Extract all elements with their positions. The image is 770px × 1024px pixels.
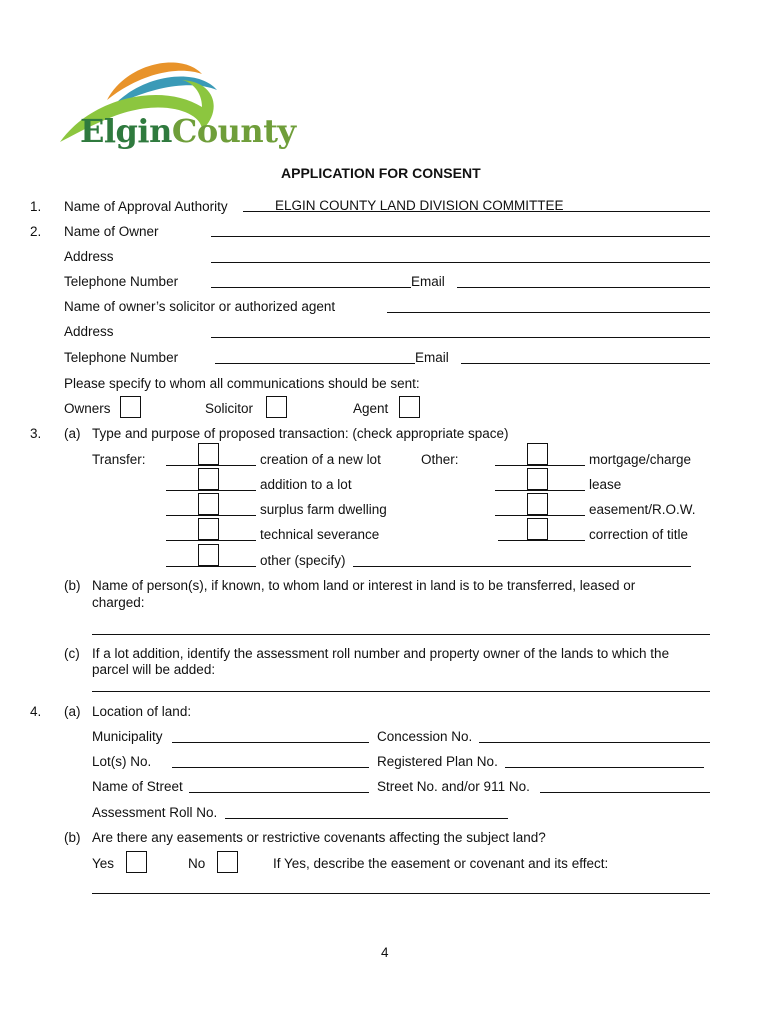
owner-address-field[interactable] — [211, 262, 710, 263]
easement-describe-label: If Yes, describe the easement or covenant and its effect: — [273, 856, 609, 871]
lot-addition-question-line2: parcel will be added: — [92, 662, 216, 677]
solicitor-label: Solicitor — [205, 401, 254, 416]
agent-address-label: Address — [64, 324, 114, 339]
agent-telephone-label: Telephone Number — [64, 350, 179, 365]
mortgage-label: mortgage/charge — [589, 452, 692, 467]
communications-question: Please specify to whom all communications should be sent: — [64, 376, 420, 391]
agent-label: Agent — [353, 401, 389, 416]
roll-no-field[interactable] — [225, 818, 508, 819]
roll-no-label: Assessment Roll No. — [92, 805, 218, 820]
lot-addition-label: addition to a lot — [260, 477, 352, 492]
transferee-question-line1: Name of person(s), if known, to whom land or interest in land is to be transferred, leased or — [92, 578, 636, 593]
technical-severance-checkbox[interactable] — [198, 518, 219, 540]
location-label: Location of land: — [92, 704, 192, 719]
easement-no-checkbox[interactable] — [217, 851, 238, 873]
surplus-farm-label: surplus farm dwelling — [260, 502, 387, 517]
form-title: APPLICATION FOR CONSENT — [281, 165, 481, 181]
owner-address-label: Address — [64, 249, 114, 264]
new-lot-checkbox[interactable] — [198, 443, 219, 465]
street-no-field[interactable] — [540, 792, 710, 793]
other-option-line — [498, 540, 585, 541]
registered-plan-field[interactable] — [505, 767, 704, 768]
lot-addition-question-line1: If a lot addition, identify the assessment roll number and property owner of the lands to which the — [92, 646, 670, 661]
transferee-question-line2: charged: — [92, 595, 145, 610]
concession-label: Concession No. — [377, 729, 473, 744]
street-no-label: Street No. and/or 911 No. — [377, 779, 530, 794]
easements-question: Are there any easements or restrictive covenants affecting the subject land? — [92, 830, 546, 845]
easement-row-label: easement/R.O.W. — [589, 502, 696, 517]
agent-email-field[interactable] — [461, 363, 710, 364]
other-specify-label: other (specify) — [260, 553, 346, 568]
registered-plan-label: Registered Plan No. — [377, 754, 498, 769]
owner-email-field[interactable] — [457, 287, 710, 288]
municipality-label: Municipality — [92, 729, 163, 744]
transfer-option-line — [166, 566, 256, 567]
concession-field[interactable] — [479, 742, 710, 743]
section-3-number: 3. — [30, 426, 42, 441]
mortgage-checkbox[interactable] — [527, 443, 548, 465]
correction-title-label: correction of title — [589, 527, 689, 542]
section-4b-letter: (b) — [64, 830, 81, 845]
approval-authority-value: ELGIN COUNTY LAND DIVISION COMMITTEE — [275, 198, 564, 213]
agent-name-label: Name of owner’s solicitor or authorized agent — [64, 299, 336, 314]
surplus-farm-checkbox[interactable] — [198, 493, 219, 515]
approval-authority-label: Name of Approval Authority — [64, 199, 228, 214]
section-4-number: 4. — [30, 704, 42, 719]
transfer-option-line — [166, 465, 256, 466]
transferee-field[interactable] — [92, 634, 710, 635]
other-option-line — [495, 465, 585, 466]
transfer-option-line — [166, 515, 256, 516]
lot-addition-field[interactable] — [92, 691, 710, 692]
other-label: Other: — [421, 452, 459, 467]
agent-address-field[interactable] — [211, 337, 710, 338]
owners-label: Owners — [64, 401, 111, 416]
lease-checkbox[interactable] — [527, 468, 548, 490]
no-label: No — [188, 856, 206, 871]
section-3a-letter: (a) — [64, 426, 81, 441]
street-name-field[interactable] — [189, 792, 369, 793]
transfer-option-line — [166, 490, 256, 491]
logo-wordmark — [80, 112, 296, 150]
technical-severance-label: technical severance — [260, 527, 380, 542]
yes-label: Yes — [92, 856, 115, 871]
owner-telephone-field[interactable] — [211, 287, 411, 288]
logo-word-county: County — [171, 112, 296, 150]
new-lot-label: creation of a new lot — [260, 452, 381, 467]
lease-label: lease — [589, 477, 622, 492]
section-1-number: 1. — [30, 199, 42, 214]
agent-email-label: Email — [415, 350, 449, 365]
transaction-type-label: Type and purpose of proposed transaction: (check appropriate space) — [92, 426, 509, 441]
logo-word-elgin: Elgin — [80, 112, 172, 150]
solicitor-checkbox[interactable] — [266, 396, 287, 418]
lots-field[interactable] — [172, 767, 369, 768]
section-3b-letter: (b) — [64, 578, 81, 593]
easement-description-field[interactable] — [92, 893, 710, 894]
owner-email-label: Email — [411, 274, 445, 289]
transfer-option-line — [166, 540, 256, 541]
owner-name-field[interactable] — [211, 236, 710, 237]
municipality-field[interactable] — [172, 742, 369, 743]
agent-name-field[interactable] — [387, 312, 710, 313]
easement-yes-checkbox[interactable] — [126, 851, 147, 873]
other-option-line — [495, 490, 585, 491]
street-name-label: Name of Street — [92, 779, 183, 794]
owner-telephone-label: Telephone Number — [64, 274, 179, 289]
other-option-line — [495, 515, 585, 516]
owners-checkbox[interactable] — [120, 396, 141, 418]
correction-title-checkbox[interactable] — [527, 518, 548, 540]
lot-addition-checkbox[interactable] — [198, 468, 219, 490]
section-3c-letter: (c) — [64, 646, 80, 661]
other-specify-field[interactable] — [353, 566, 691, 567]
section-4a-letter: (a) — [64, 704, 81, 719]
owner-name-label: Name of Owner — [64, 224, 159, 239]
page-number: 4 — [381, 945, 389, 960]
agent-checkbox[interactable] — [399, 396, 420, 418]
lots-label: Lot(s) No. — [92, 754, 152, 769]
easement-row-checkbox[interactable] — [527, 493, 548, 515]
transfer-label: Transfer: — [92, 452, 146, 467]
other-specify-checkbox[interactable] — [198, 544, 219, 566]
agent-telephone-field[interactable] — [215, 363, 415, 364]
section-2-number: 2. — [30, 224, 42, 239]
